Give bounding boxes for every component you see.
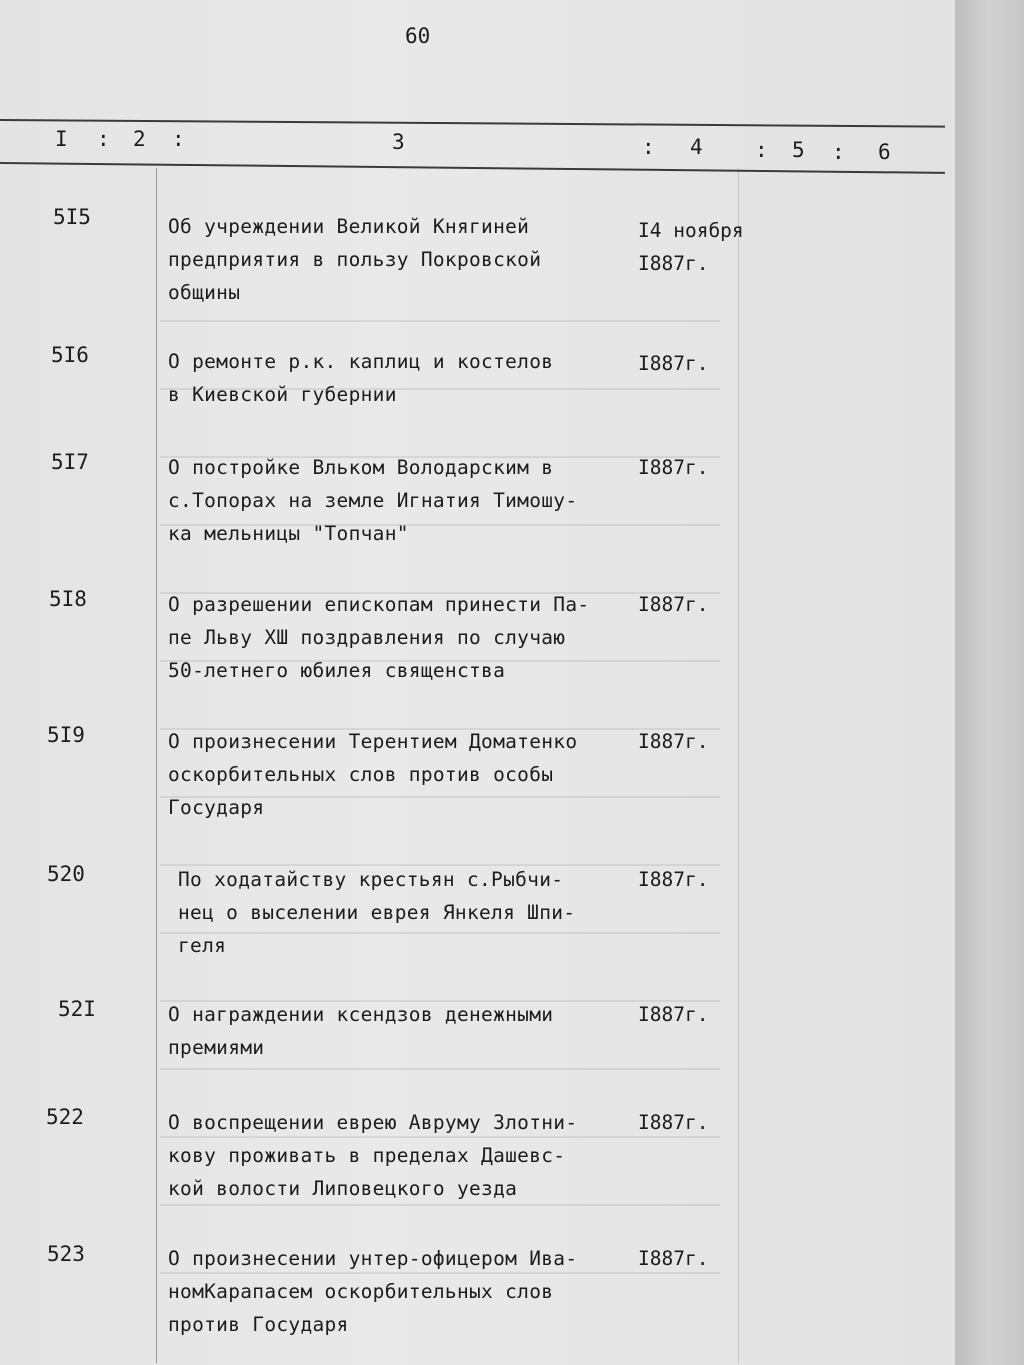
header-rule-bottom (0, 162, 945, 174)
entry-number: 520 (47, 862, 85, 886)
entry-description: Об учреждении Великой Княгиней предприятия в пользу Покровской общины (168, 215, 542, 304)
entry-description: О награждении ксендзов денежными премиями (168, 1003, 554, 1059)
entry-description: О произнесении Терентием Доматенко оскорбительных слов против особы Государя (168, 730, 578, 819)
entry-date: I887г. (638, 352, 709, 375)
entry-description: По ходатайству крестьян с.Рыбчи- нец о выселении еврея Янкеля Шпи- геля (178, 868, 576, 957)
column-number-2: 2 (133, 127, 146, 151)
entry-number: 5I7 (51, 450, 89, 474)
column-number-1: I (55, 127, 68, 151)
entry-number: 5I5 (53, 205, 91, 229)
entry-date: I4 ноября I887г. (638, 219, 744, 275)
column-separator: : (755, 138, 768, 162)
entry-date: I887г. (638, 1247, 709, 1270)
column-number-3: 3 (392, 130, 405, 154)
page-stack-edge (955, 0, 1024, 1365)
entry-number: 52I (58, 997, 96, 1021)
column-separator: : (172, 127, 185, 151)
column-separator: : (832, 140, 845, 164)
entry-number: 522 (46, 1105, 84, 1129)
entry-description: О постройке Вльком Володарским в с.Топорах на земле Игнатия Тимошу- ка мельницы "Топчан" (168, 456, 578, 545)
entry-date: I887г. (638, 1003, 709, 1026)
entry-number: 5I8 (49, 587, 87, 611)
entry-number: 5I9 (47, 723, 85, 747)
entry-date: I887г. (638, 868, 709, 891)
entry-date: I887г. (638, 1111, 709, 1134)
entry-date: I887г. (638, 730, 709, 753)
column-separator: : (97, 127, 110, 151)
entry-description: О разрешении епископам принести Па- пе Льву XШ поздравления по случаю 50-летнего юбилея священства (168, 593, 590, 682)
page-number: 60 (405, 24, 431, 48)
entry-number: 523 (47, 1242, 85, 1266)
entry-number: 5I6 (51, 343, 89, 367)
column-number-4: 4 (690, 135, 703, 159)
column-number-6: 6 (878, 140, 891, 164)
entry-description: О произнесении унтер-офицером Ива- номКарапасем оскорбительных слов против Государя (168, 1247, 578, 1336)
entry-description: О воспрещении еврею Авруму Злотни- кову проживать в пределах Дашевс- кой волости Липовецкого уезда (168, 1111, 578, 1200)
entry-date: I887г. (638, 593, 709, 616)
column-divider-left (156, 168, 157, 1363)
column-number-5: 5 (792, 138, 805, 162)
entry-date: I887г. (638, 456, 709, 479)
column-separator: : (642, 135, 655, 159)
entry-description: О ремонте р.к. каплиц и костелов в Киевской губернии (168, 350, 554, 406)
